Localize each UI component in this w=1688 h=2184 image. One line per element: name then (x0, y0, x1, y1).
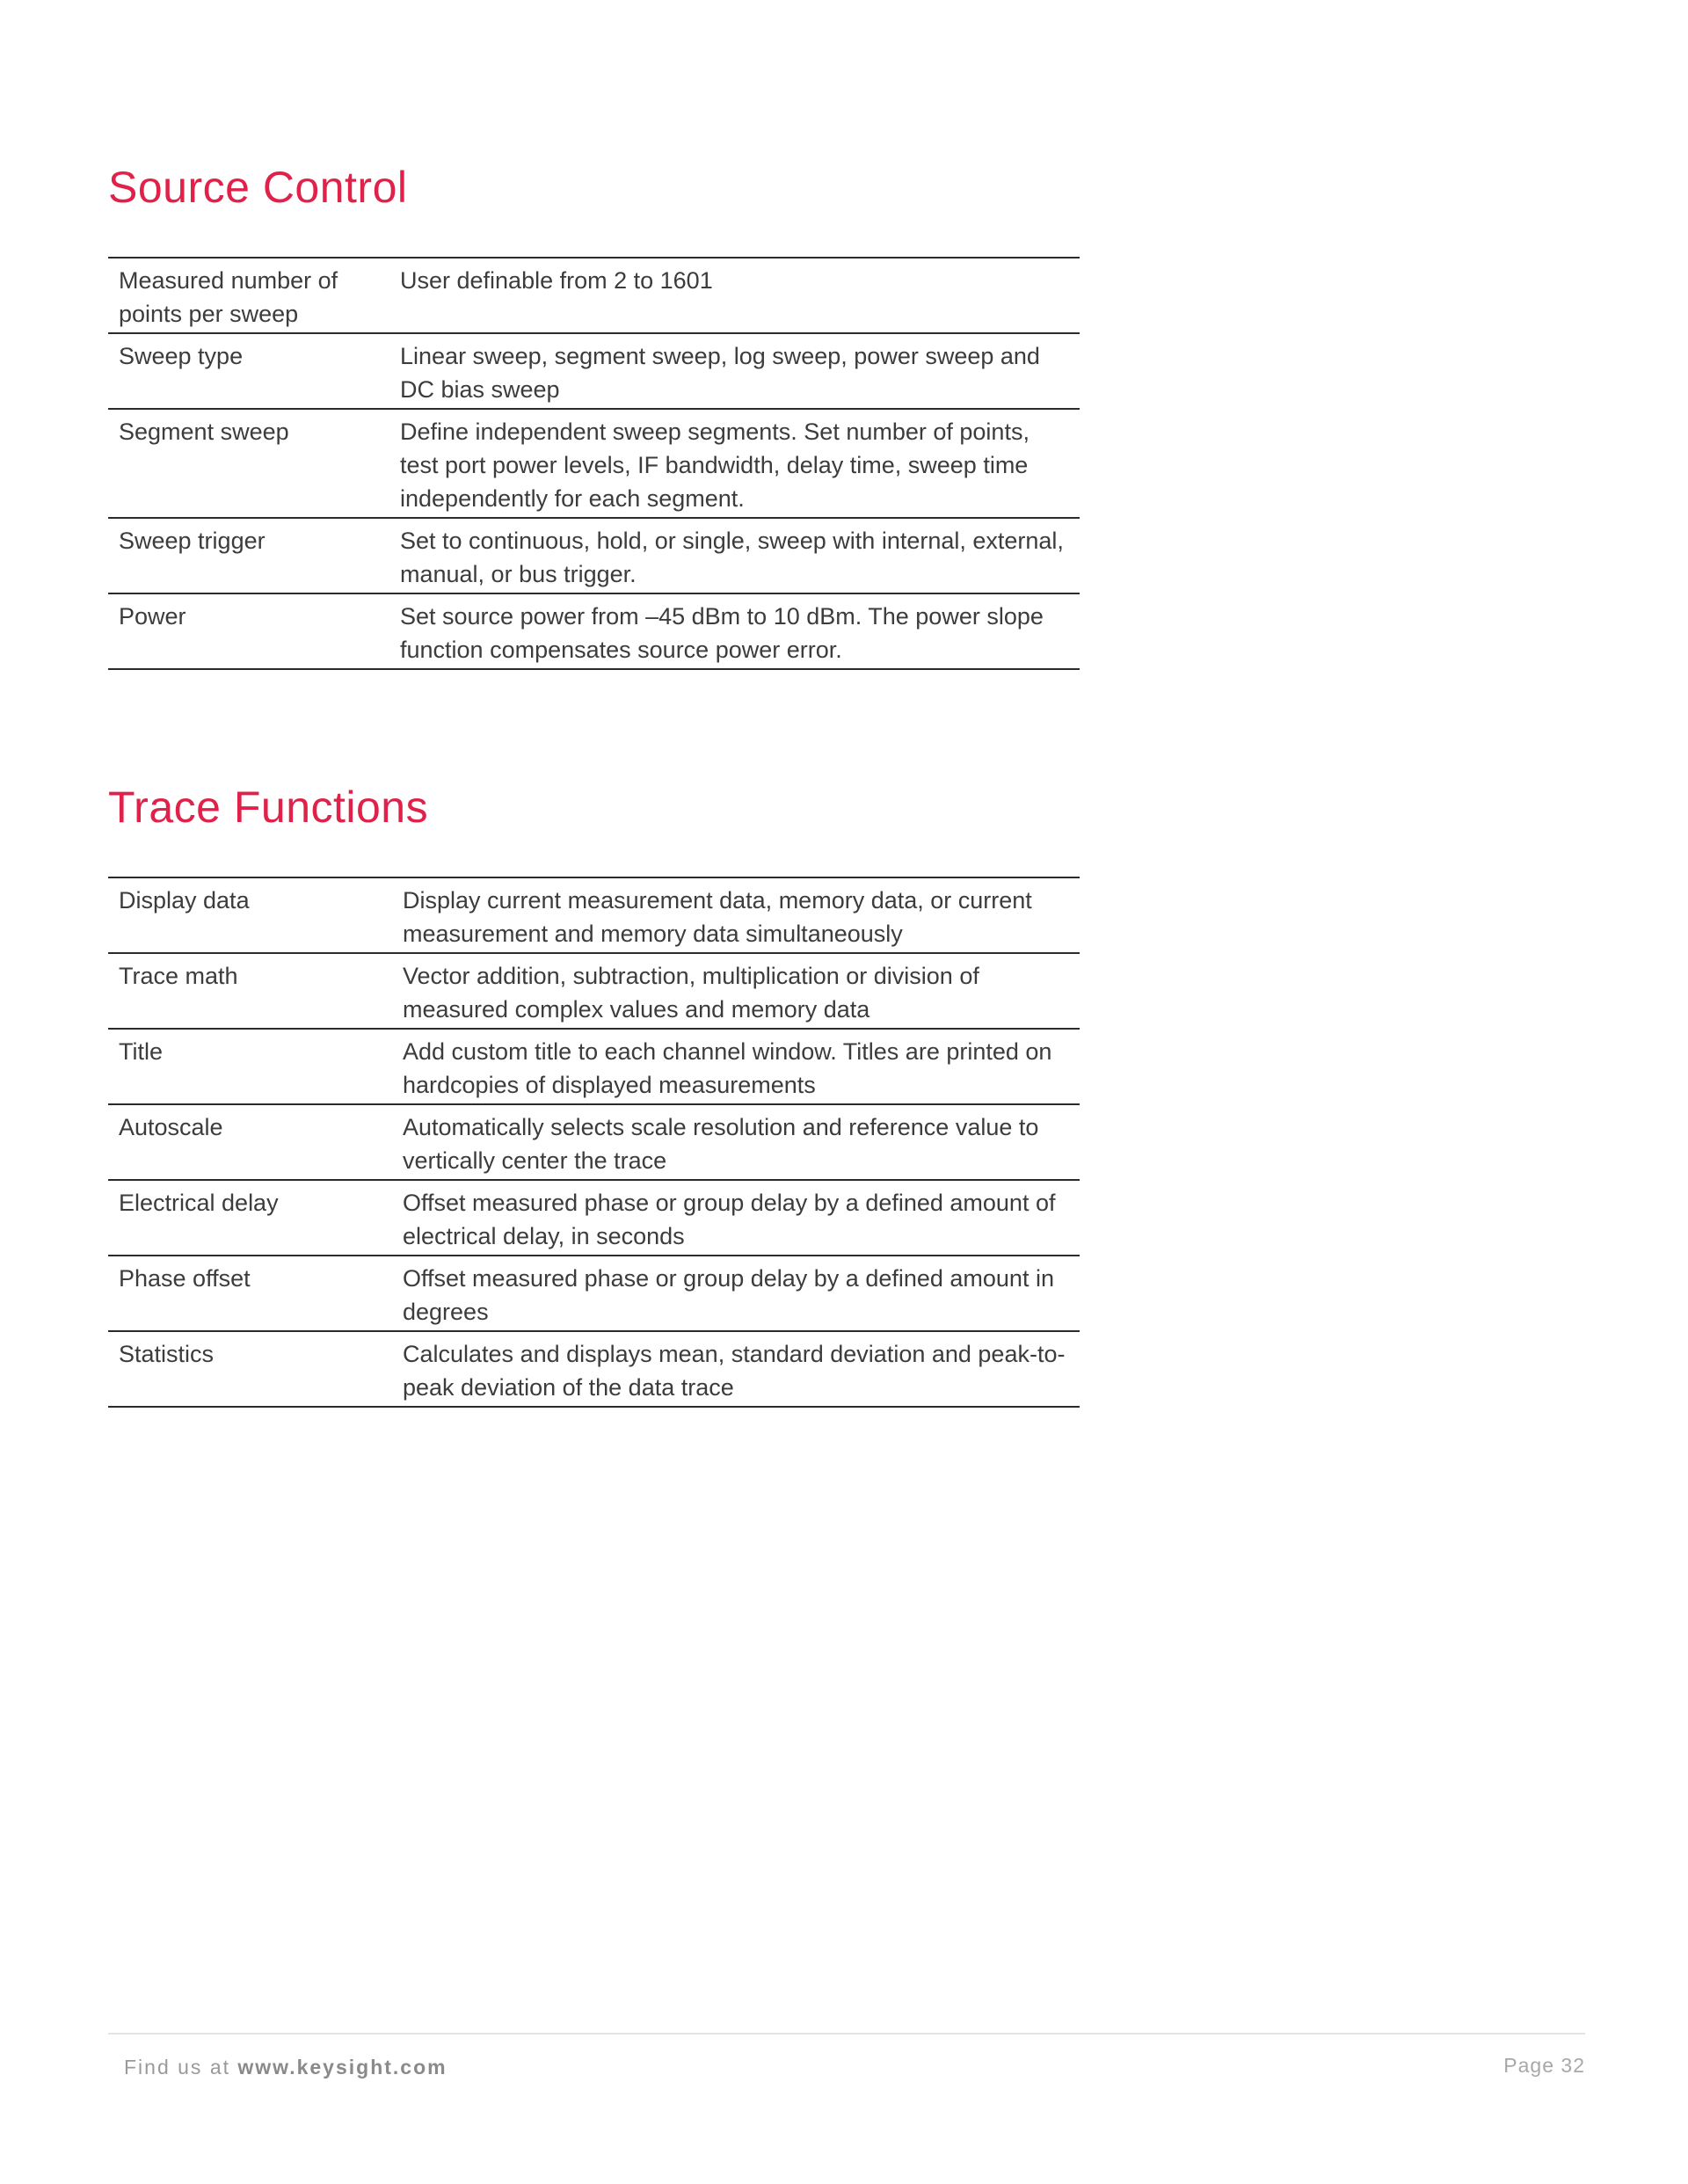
source-control-section (108, 158, 1080, 670)
row-label: Trace math (119, 963, 238, 989)
row-label: Title (119, 1038, 164, 1065)
row-label: Phase offset (119, 1265, 251, 1292)
row-value: Linear sweep, segment sweep, log sweep, power sweep and DC bias sweep (400, 343, 1040, 403)
row-label: Segment sweep (119, 419, 289, 445)
row-label: Electrical delay (119, 1190, 279, 1216)
section-title-trace-functions: Trace Functions (108, 783, 429, 832)
table-row (108, 409, 1080, 518)
footer-prefix: Find us at (124, 2056, 230, 2078)
table-row (108, 258, 1080, 333)
trace-functions-table (108, 877, 1080, 1408)
row-value: Offset measured phase or group delay by a defined amount of electrical delay, in seconds (403, 1190, 1056, 1249)
table-row (108, 1256, 1080, 1331)
table-row (108, 1104, 1080, 1180)
page-number: Page 32 (1503, 2054, 1585, 2077)
section-title-source-control: Source Control (108, 163, 408, 212)
row-value: Vector addition, subtraction, multiplication or division of measured complex values and memory data (403, 963, 979, 1023)
table-row (108, 877, 1080, 953)
row-value: Automatically selects scale resolution and reference value to vertically center the trace (403, 1114, 1039, 1174)
row-value: Calculates and displays mean, standard deviation and peak-to-peak deviation of the data trace (403, 1341, 1066, 1401)
row-label: Power (119, 603, 186, 630)
row-value: Set to continuous, hold, or single, sweep with internal, external, manual, or bus trigger. (400, 528, 1064, 587)
row-label: Display data (119, 887, 250, 914)
row-label: Statistics (119, 1341, 215, 1367)
table-row (108, 593, 1080, 669)
trace-functions-section (108, 778, 1080, 1408)
row-value: User definable from 2 to 1601 (400, 267, 713, 294)
row-label: Sweep type (119, 343, 244, 369)
row-value: Define independent sweep segments. Set number of points, test port power levels, IF bandwidth, delay time, sweep time independently for each segment. (400, 419, 1030, 512)
footer-divider (108, 2033, 1585, 2035)
table-row (108, 953, 1080, 1029)
footer-find-us (124, 2056, 447, 2079)
row-value: Display current measurement data, memory data, or current measurement and memory data simultaneously (403, 887, 1032, 947)
row-value: Offset measured phase or group delay by a defined amount in degrees (403, 1265, 1054, 1325)
table-row (108, 1180, 1080, 1256)
row-label: Measured number of points per sweep (119, 267, 338, 327)
table-row (108, 333, 1080, 409)
table-row (108, 1029, 1080, 1104)
table-row (108, 1331, 1080, 1407)
row-label: Sweep trigger (119, 528, 266, 554)
row-value: Add custom title to each channel window. Titles are printed on hardcopies of displayed measurements (403, 1038, 1052, 1098)
source-control-table (108, 257, 1080, 670)
footer-url-link[interactable]: www.keysight.com (237, 2056, 447, 2078)
row-value: Set source power from –45 dBm to 10 dBm. The power slope function compensates source power error. (400, 603, 1044, 663)
row-label: Autoscale (119, 1114, 223, 1140)
table-row (108, 518, 1080, 593)
